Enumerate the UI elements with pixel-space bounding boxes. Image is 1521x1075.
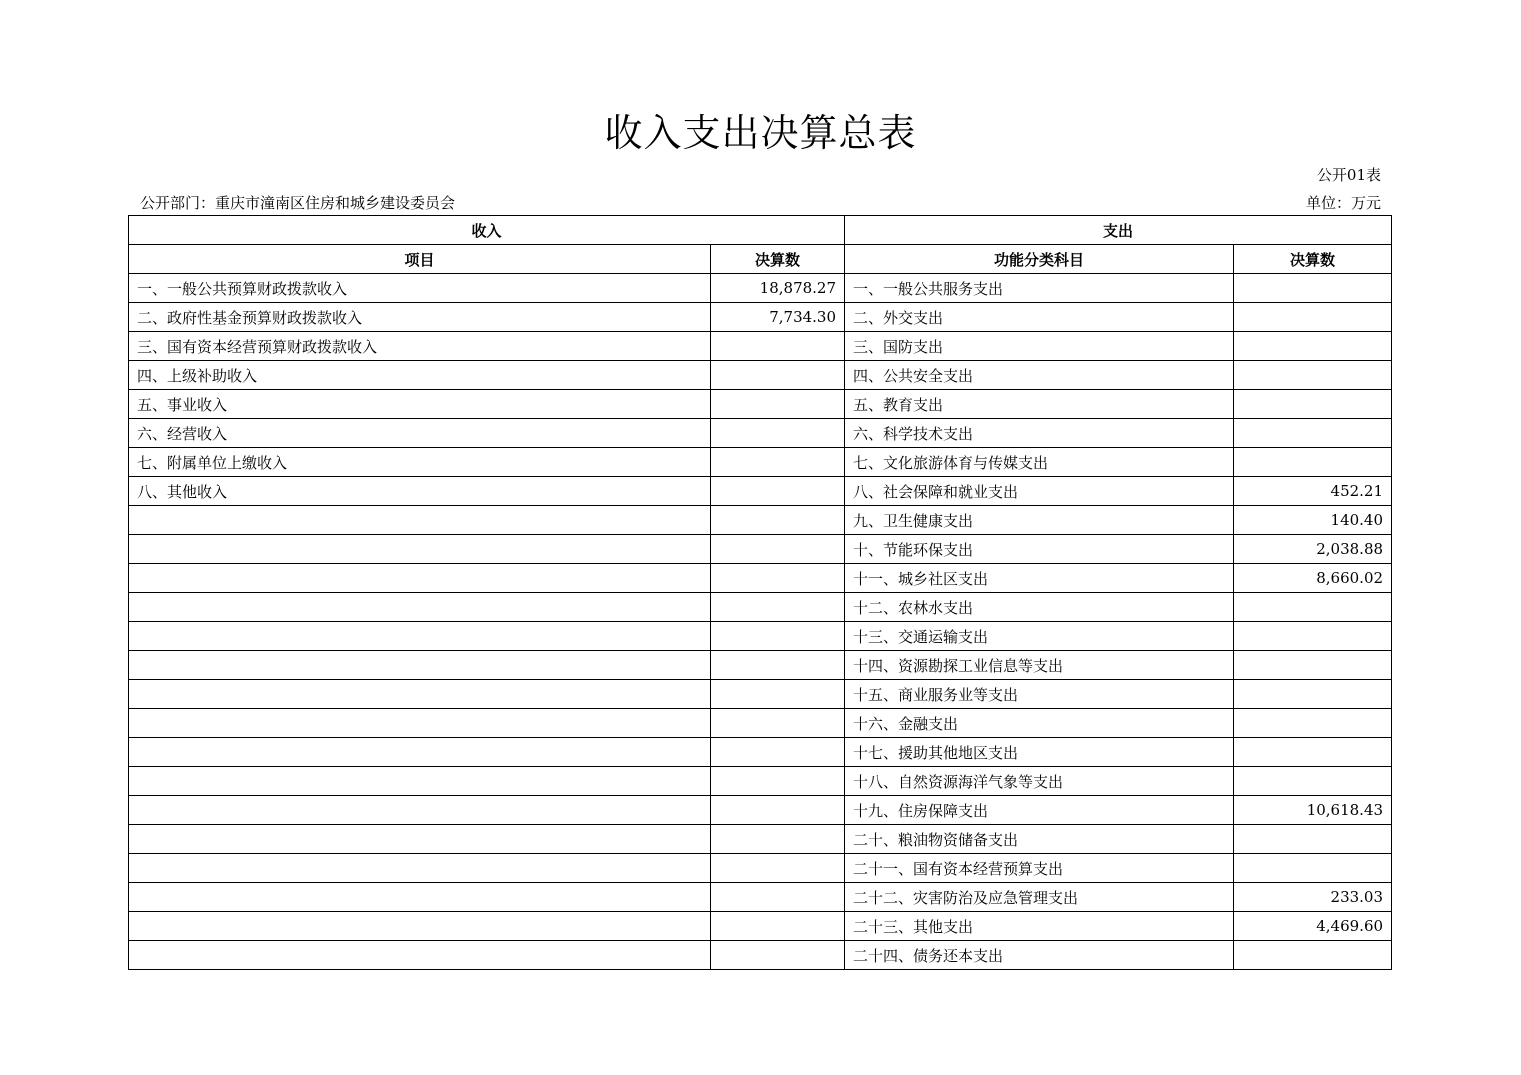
income-item-cell: [129, 825, 711, 854]
table-row: [129, 912, 1392, 941]
expense-amount-header: 决算数: [1234, 245, 1392, 274]
expense-item-cell: 十一、城乡社区支出: [845, 564, 1234, 593]
income-amount-cell: [711, 361, 845, 390]
expense-amount-cell: [1234, 448, 1392, 477]
table-row: [129, 738, 1392, 767]
expense-amount-cell: [1234, 419, 1392, 448]
income-amount-header: 决算数: [711, 245, 845, 274]
income-item-cell: 六、经营收入: [129, 419, 711, 448]
income-amount-cell: [711, 738, 845, 767]
income-amount-cell: [711, 593, 845, 622]
income-item-cell: 二、政府性基金预算财政拨款收入: [129, 303, 711, 332]
income-item-cell: [129, 709, 711, 738]
table-row: [129, 535, 1392, 564]
expense-amount-cell: [1234, 274, 1392, 303]
expense-item-cell: 二十二、灾害防治及应急管理支出: [845, 883, 1234, 912]
income-amount-cell: [711, 825, 845, 854]
income-amount-cell: [711, 796, 845, 825]
income-item-cell: [129, 912, 711, 941]
income-item-cell: [129, 854, 711, 883]
table-row: [129, 303, 1392, 332]
income-item-cell: [129, 593, 711, 622]
expense-amount-cell: [1234, 390, 1392, 419]
table-row: [129, 796, 1392, 825]
expense-item-cell: 二十四、债务还本支出: [845, 941, 1234, 970]
expense-item-cell: 三、国防支出: [845, 332, 1234, 361]
income-amount-cell: [711, 709, 845, 738]
income-amount-cell: [711, 564, 845, 593]
expense-amount-cell: 452.21: [1234, 477, 1392, 506]
income-item-cell: [129, 506, 711, 535]
form-number: 公开01表: [1316, 166, 1381, 184]
expense-item-cell: 十三、交通运输支出: [845, 622, 1234, 651]
income-item-cell: 一、一般公共预算财政拨款收入: [129, 274, 711, 303]
expense-subject-header: 功能分类科目: [845, 245, 1234, 274]
expense-item-cell: 二、外交支出: [845, 303, 1234, 332]
table-row: [129, 332, 1392, 361]
table-row: [129, 390, 1392, 419]
expense-amount-cell: 140.40: [1234, 506, 1392, 535]
income-amount-cell: [711, 854, 845, 883]
expense-amount-cell: [1234, 651, 1392, 680]
expense-item-cell: 九、卫生健康支出: [845, 506, 1234, 535]
income-group-header: 收入: [129, 216, 845, 245]
expense-item-cell: 五、教育支出: [845, 390, 1234, 419]
income-amount-cell: [711, 883, 845, 912]
table-row: [129, 564, 1392, 593]
expense-item-cell: 二十三、其他支出: [845, 912, 1234, 941]
table-row: [129, 825, 1392, 854]
expense-amount-cell: 4,469.60: [1234, 912, 1392, 941]
table-row: [129, 854, 1392, 883]
income-amount-cell: [711, 622, 845, 651]
expense-amount-cell: [1234, 593, 1392, 622]
income-item-cell: [129, 767, 711, 796]
income-item-cell: [129, 883, 711, 912]
expense-amount-cell: [1234, 361, 1392, 390]
department-label: 公开部门：重庆市潼南区住房和城乡建设委员会: [140, 194, 456, 212]
income-amount-cell: 7,734.30: [711, 303, 845, 332]
expense-item-cell: 十九、住房保障支出: [845, 796, 1234, 825]
expense-amount-cell: [1234, 332, 1392, 361]
table-row: [129, 883, 1392, 912]
income-amount-cell: 18,878.27: [711, 274, 845, 303]
income-amount-cell: [711, 680, 845, 709]
expense-item-cell: 四、公共安全支出: [845, 361, 1234, 390]
table-row: [129, 622, 1392, 651]
income-amount-cell: [711, 651, 845, 680]
page-title: 收入支出决算总表: [604, 111, 917, 155]
expense-item-cell: 十六、金融支出: [845, 709, 1234, 738]
income-amount-cell: [711, 390, 845, 419]
table-row: [129, 477, 1392, 506]
income-amount-cell: [711, 477, 845, 506]
income-expense-table: [128, 215, 1392, 970]
income-item-cell: [129, 738, 711, 767]
expense-amount-cell: [1234, 854, 1392, 883]
expense-item-cell: 十、节能环保支出: [845, 535, 1234, 564]
expense-amount-cell: 10,618.43: [1234, 796, 1392, 825]
expense-amount-cell: [1234, 738, 1392, 767]
income-item-cell: [129, 941, 711, 970]
expense-item-cell: 一、一般公共服务支出: [845, 274, 1234, 303]
income-item-cell: 三、国有资本经营预算财政拨款收入: [129, 332, 711, 361]
income-item-cell: 七、附属单位上缴收入: [129, 448, 711, 477]
column-header-row: [129, 245, 1392, 274]
expense-item-cell: 十二、农林水支出: [845, 593, 1234, 622]
group-header-row: [129, 216, 1392, 245]
table-row: [129, 709, 1392, 738]
expense-item-cell: 七、文化旅游体育与传媒支出: [845, 448, 1234, 477]
income-item-cell: [129, 535, 711, 564]
expense-amount-cell: [1234, 825, 1392, 854]
table-row: [129, 419, 1392, 448]
expense-item-cell: 六、科学技术支出: [845, 419, 1234, 448]
expense-amount-cell: [1234, 767, 1392, 796]
table-row: [129, 651, 1392, 680]
expense-amount-cell: [1234, 680, 1392, 709]
expense-item-cell: 十四、资源勘探工业信息等支出: [845, 651, 1234, 680]
expense-item-cell: 十八、自然资源海洋气象等支出: [845, 767, 1234, 796]
table-row: [129, 274, 1392, 303]
table-row: [129, 680, 1392, 709]
income-amount-cell: [711, 506, 845, 535]
table-row: [129, 361, 1392, 390]
income-item-cell: [129, 796, 711, 825]
income-amount-cell: [711, 448, 845, 477]
table-row: [129, 767, 1392, 796]
income-amount-cell: [711, 767, 845, 796]
expense-amount-cell: [1234, 709, 1392, 738]
unit-label: 单位：万元: [1305, 194, 1381, 212]
income-item-cell: [129, 622, 711, 651]
table-row: [129, 593, 1392, 622]
income-amount-cell: [711, 419, 845, 448]
expense-item-cell: 二十、粮油物资储备支出: [845, 825, 1234, 854]
table-body: [129, 274, 1392, 970]
income-item-cell: 五、事业收入: [129, 390, 711, 419]
expense-item-cell: 八、社会保障和就业支出: [845, 477, 1234, 506]
income-item-cell: 四、上级补助收入: [129, 361, 711, 390]
income-item-cell: [129, 564, 711, 593]
income-amount-cell: [711, 332, 845, 361]
income-item-cell: [129, 680, 711, 709]
expense-group-header: 支出: [845, 216, 1392, 245]
expense-amount-cell: 2,038.88: [1234, 535, 1392, 564]
income-item-cell: 八、其他收入: [129, 477, 711, 506]
income-amount-cell: [711, 912, 845, 941]
expense-amount-cell: [1234, 622, 1392, 651]
expense-item-cell: 二十一、国有资本经营预算支出: [845, 854, 1234, 883]
table-row: [129, 448, 1392, 477]
expense-amount-cell: [1234, 941, 1392, 970]
table-row: [129, 506, 1392, 535]
expense-amount-cell: 233.03: [1234, 883, 1392, 912]
income-amount-cell: [711, 941, 845, 970]
table-row: [129, 941, 1392, 970]
expense-amount-cell: [1234, 303, 1392, 332]
expense-item-cell: 十五、商业服务业等支出: [845, 680, 1234, 709]
income-item-header: 项目: [129, 245, 711, 274]
expense-amount-cell: 8,660.02: [1234, 564, 1392, 593]
income-item-cell: [129, 651, 711, 680]
income-amount-cell: [711, 535, 845, 564]
expense-item-cell: 十七、援助其他地区支出: [845, 738, 1234, 767]
